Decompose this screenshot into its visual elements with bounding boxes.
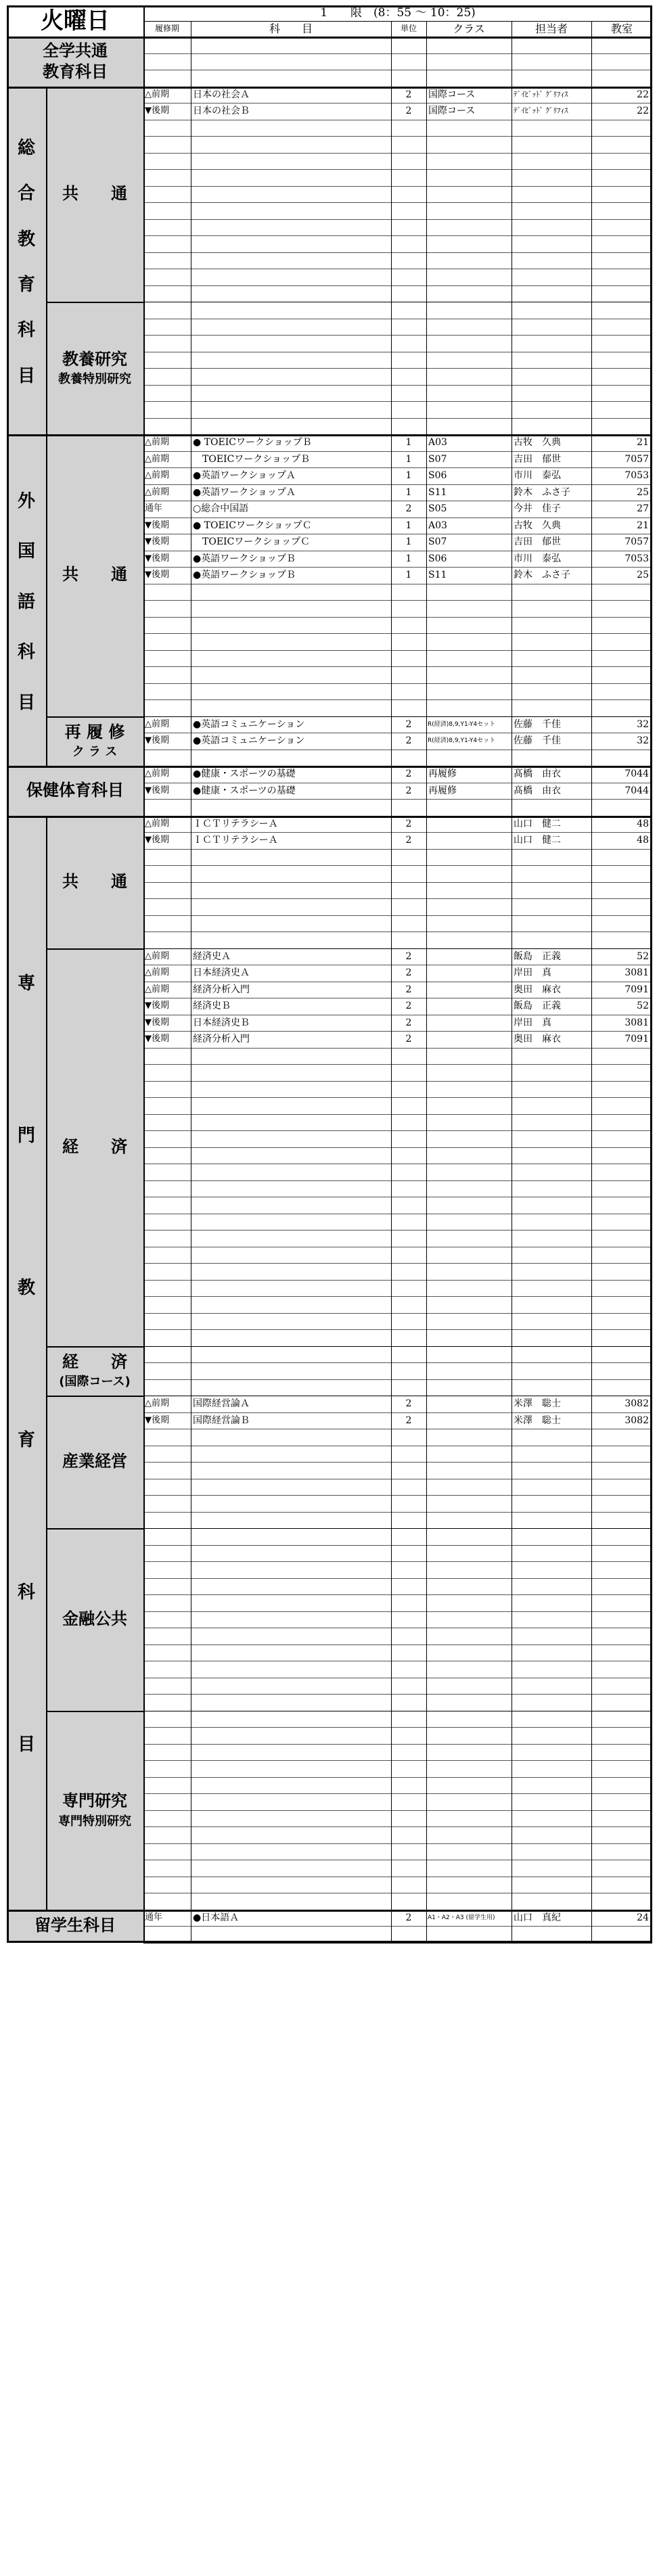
term-cell: ▼後期 xyxy=(145,106,169,116)
subject-cell: 日本経済史Ａ xyxy=(193,967,250,978)
section-label-char: 目 xyxy=(17,365,35,386)
room-cell: 32 xyxy=(637,718,649,730)
subsection-label: (国際コース) xyxy=(59,1375,131,1389)
room-cell: 7044 xyxy=(624,768,649,779)
subsection-label: ク ラ ス xyxy=(72,745,118,760)
section-label-char: 目 xyxy=(17,1734,35,1755)
subject-cell: ●英語ワークショップＢ xyxy=(193,553,296,564)
subsection-label: 金融公共 xyxy=(62,1609,127,1628)
credits-cell: 2 xyxy=(405,818,412,829)
subject-cell: TOEICワークショップＢ xyxy=(193,453,310,465)
room-cell: 25 xyxy=(637,486,649,498)
class-cell: R(経済)8,9,Y1-Y4セット xyxy=(428,720,496,728)
subsection-label: 共 通 xyxy=(62,565,127,584)
credits-cell: 2 xyxy=(405,503,412,514)
section-label-char: 教 xyxy=(17,229,35,250)
teacher-cell: 鈴木 ふさ子 xyxy=(514,570,570,580)
subsection-label: 再 履 修 xyxy=(64,722,125,741)
teacher-cell: 吉田 郁世 xyxy=(514,536,561,547)
term-cell: △前期 xyxy=(145,486,169,497)
credits-cell: 1 xyxy=(405,470,412,481)
subject-cell: ●健康・スポーツの基礎 xyxy=(193,785,296,796)
credits-cell: 2 xyxy=(405,1414,412,1426)
room-cell: 22 xyxy=(637,106,649,116)
term-cell: △前期 xyxy=(145,818,169,829)
section-label-char: 外 xyxy=(17,490,35,511)
subsection-label: 専門特別研究 xyxy=(58,1814,131,1828)
credits-cell: 2 xyxy=(405,967,412,978)
room-cell: 24 xyxy=(637,1912,649,1923)
term-cell: ▼後期 xyxy=(145,735,169,745)
subject-cell: ●英語ワークショップＢ xyxy=(193,570,296,580)
credits-cell: 2 xyxy=(405,950,412,962)
teacher-cell: 佐藤 千佳 xyxy=(514,718,561,730)
class-cell: S07 xyxy=(428,453,447,465)
room-cell: 32 xyxy=(637,735,649,746)
room-cell: 7044 xyxy=(624,785,649,796)
subject-cell: 日本の社会Ｂ xyxy=(193,106,250,116)
teacher-cell: 髙橋 由衣 xyxy=(514,768,561,779)
term-cell: 通年 xyxy=(145,503,163,513)
teacher-cell: 古牧 久典 xyxy=(514,520,561,531)
term-cell: △前期 xyxy=(145,453,169,464)
room-cell: 27 xyxy=(637,503,649,514)
subsection-label: 教養特別研究 xyxy=(58,372,131,387)
room-cell: 3081 xyxy=(624,1017,649,1028)
class-cell: A1・A2・A3 (留学生用) xyxy=(428,1914,495,1921)
credits-cell: 1 xyxy=(405,437,412,448)
section-label-char: 科 xyxy=(17,320,35,341)
class-cell: 国際コース xyxy=(428,106,476,116)
class-cell: S11 xyxy=(428,570,447,580)
teacher-cell: 山口 真紀 xyxy=(514,1912,561,1923)
teacher-cell: 吉田 郁世 xyxy=(514,453,561,465)
subject-cell: ＩＣＴリテラシーＡ xyxy=(193,818,278,829)
subject-cell: ＩＣＴリテラシーＡ xyxy=(193,835,278,846)
term-cell: △前期 xyxy=(145,718,169,729)
subject-cell: ● TOEICワークショップＣ xyxy=(193,520,312,531)
subsection-label: 経 済 xyxy=(62,1136,127,1156)
class-cell: A03 xyxy=(428,520,447,531)
subject-cell: TOEICワークショップＣ xyxy=(193,536,310,547)
section-label-char: 総 xyxy=(17,137,35,158)
subject-cell: ●英語コミュニケーション xyxy=(193,718,305,730)
term-cell: △前期 xyxy=(145,967,169,978)
room-cell: 3081 xyxy=(624,967,649,978)
section-label-line: 留学生科目 xyxy=(35,1916,116,1935)
term-cell: ▼後期 xyxy=(145,536,169,547)
room-cell: 48 xyxy=(637,818,649,829)
subject-cell: ●日本語Ａ xyxy=(193,1912,240,1923)
credits-cell: 2 xyxy=(405,785,412,796)
subject-cell: 日本の社会Ａ xyxy=(193,89,250,100)
teacher-cell: 米澤 聡士 xyxy=(514,1398,561,1409)
class-cell: S06 xyxy=(428,553,447,564)
term-cell: ▼後期 xyxy=(145,1017,169,1028)
section-label-line: 保健体育科目 xyxy=(26,781,124,800)
term-cell: 通年 xyxy=(145,1912,163,1923)
term-cell: ▼後期 xyxy=(145,553,169,564)
section-label-line: 全学共通 xyxy=(43,41,108,60)
section-label-char: 育 xyxy=(17,1429,35,1450)
credits-cell: 1 xyxy=(405,520,412,531)
credits-cell: 2 xyxy=(405,1398,412,1409)
credits-cell: 2 xyxy=(405,984,412,995)
term-cell: △前期 xyxy=(145,984,169,994)
room-cell: 21 xyxy=(637,520,649,531)
teacher-cell: 今井 佳子 xyxy=(514,503,561,514)
credits-cell: 2 xyxy=(405,1001,412,1011)
term-cell: △前期 xyxy=(145,768,169,779)
subsection-label: 共 通 xyxy=(62,183,127,203)
term-cell: ▼後期 xyxy=(145,1001,169,1011)
subject-cell: 日本経済史Ｂ xyxy=(193,1017,250,1028)
section-label-char: 育 xyxy=(17,274,35,295)
room-cell: 22 xyxy=(637,89,649,100)
subject-cell: ●英語コミュニケーション xyxy=(193,735,305,746)
teacher-cell: 髙橋 由衣 xyxy=(514,785,561,796)
credits-cell: 2 xyxy=(405,89,412,100)
term-cell: ▼後期 xyxy=(145,520,169,530)
term-cell: ▼後期 xyxy=(145,835,169,845)
term-cell: △前期 xyxy=(145,89,169,99)
room-cell: 52 xyxy=(637,950,649,962)
subject-cell: ●英語ワークショップＡ xyxy=(193,486,296,498)
table-frame xyxy=(7,5,652,1943)
teacher-cell: 岸田 真 xyxy=(514,967,551,978)
teacher-cell: 飯島 正義 xyxy=(514,950,561,962)
credits-cell: 1 xyxy=(405,536,412,547)
column-header: 担当者 xyxy=(535,22,568,35)
credits-cell: 2 xyxy=(405,718,412,730)
room-cell: 7057 xyxy=(624,536,649,547)
term-cell: ▼後期 xyxy=(145,570,169,580)
term-cell: △前期 xyxy=(145,437,169,447)
class-cell: S05 xyxy=(428,503,447,514)
term-cell: △前期 xyxy=(145,1398,169,1408)
column-header: クラス xyxy=(453,22,485,35)
column-header: 単位 xyxy=(400,24,417,33)
room-cell: 7053 xyxy=(624,470,649,481)
section-label-char: 教 xyxy=(17,1278,35,1299)
teacher-cell: 飯島 正義 xyxy=(514,1001,561,1011)
section-label-char: 科 xyxy=(17,642,35,662)
class-cell: S11 xyxy=(428,486,447,498)
term-cell: △前期 xyxy=(145,950,169,961)
credits-cell: 1 xyxy=(405,570,412,580)
subsection-label: 共 通 xyxy=(62,871,127,891)
subject-cell: 経済分析入門 xyxy=(193,984,250,995)
subject-cell: 経済分析入門 xyxy=(193,1034,250,1044)
room-cell: 7053 xyxy=(624,553,649,564)
section-label-char: 国 xyxy=(17,541,35,561)
credits-cell: 2 xyxy=(405,835,412,846)
credits-cell: 2 xyxy=(405,1912,412,1923)
room-cell: 25 xyxy=(637,570,649,580)
teacher-cell: ﾃﾞｲﾋﾞｯﾄﾞ ｸﾞﾘﾌｨｽ xyxy=(514,89,568,99)
class-cell: 再履修 xyxy=(428,768,457,779)
room-cell: 21 xyxy=(637,437,649,448)
teacher-cell: 古牧 久典 xyxy=(514,437,561,448)
room-cell: 52 xyxy=(637,1001,649,1011)
teacher-cell: 奥田 麻衣 xyxy=(514,984,561,995)
credits-cell: 2 xyxy=(405,1034,412,1044)
class-cell: R(経済)8,9,Y1-Y4セット xyxy=(428,737,496,744)
subject-cell: ●英語ワークショップＡ xyxy=(193,470,296,481)
term-cell: △前期 xyxy=(145,470,169,480)
teacher-cell: 山口 健二 xyxy=(514,818,561,829)
credits-cell: 2 xyxy=(405,768,412,779)
column-header: 履修期 xyxy=(154,24,179,33)
subject-cell: 国際経営論Ｂ xyxy=(193,1414,250,1426)
room-cell: 7091 xyxy=(624,1034,649,1044)
section-label-char: 合 xyxy=(17,183,35,204)
subsection-label: 産業経営 xyxy=(62,1452,127,1471)
section-label-char: 科 xyxy=(17,1582,35,1603)
period-header: 1 限 (8：55 ～ 10：25) xyxy=(320,6,476,20)
class-cell: S07 xyxy=(428,536,447,547)
teacher-cell: 山口 健二 xyxy=(514,835,561,846)
section-label-char: 目 xyxy=(17,692,35,713)
teacher-cell: 米澤 聡士 xyxy=(514,1414,561,1426)
column-header: 教室 xyxy=(610,22,633,35)
subsection-label: 教養研究 xyxy=(62,349,127,369)
subsection-label: 専門研究 xyxy=(62,1791,127,1811)
term-cell: ▼後期 xyxy=(145,1034,169,1044)
credits-cell: 1 xyxy=(405,453,412,465)
subject-cell: ● TOEICワークショップＢ xyxy=(193,437,312,448)
class-cell: S06 xyxy=(428,470,447,481)
column-header: 科 目 xyxy=(269,22,313,35)
subject-cell: ●健康・スポーツの基礎 xyxy=(193,768,296,779)
term-cell: ▼後期 xyxy=(145,785,169,796)
teacher-cell: 市川 泰弘 xyxy=(514,553,561,564)
section-label-char: 語 xyxy=(17,591,35,612)
subject-cell: 国際経営論Ａ xyxy=(193,1398,250,1409)
section-label-char: 専 xyxy=(17,973,35,994)
teacher-cell: 佐藤 千佳 xyxy=(514,735,561,746)
room-cell: 3082 xyxy=(624,1414,649,1426)
teacher-cell: ﾃﾞｲﾋﾞｯﾄﾞ ｸﾞﾘﾌｨｽ xyxy=(514,106,568,115)
section-label-char: 門 xyxy=(17,1126,35,1147)
credits-cell: 1 xyxy=(405,553,412,564)
class-cell: 再履修 xyxy=(428,785,457,796)
credits-cell: 2 xyxy=(405,735,412,746)
section-label-line: 教育科目 xyxy=(43,62,108,81)
teacher-cell: 岸田 真 xyxy=(514,1017,551,1028)
teacher-cell: 市川 泰弘 xyxy=(514,470,561,481)
teacher-cell: 鈴木 ふさ子 xyxy=(514,486,570,498)
subject-cell: 経済史Ａ xyxy=(193,950,231,962)
room-cell: 48 xyxy=(637,835,649,846)
credits-cell: 2 xyxy=(405,1017,412,1028)
term-cell: ▼後期 xyxy=(145,1414,169,1425)
day-title: 火曜日 xyxy=(41,7,110,34)
credits-cell: 1 xyxy=(405,486,412,498)
class-cell: 国際コース xyxy=(428,89,476,100)
subject-cell: ○総合中国語 xyxy=(193,503,249,514)
room-cell: 3082 xyxy=(624,1398,649,1409)
subject-cell: 経済史Ｂ xyxy=(193,1001,231,1011)
teacher-cell: 奥田 麻衣 xyxy=(514,1034,561,1044)
room-cell: 7057 xyxy=(624,453,649,465)
subsection-label: 経 済 xyxy=(62,1352,127,1371)
class-cell: A03 xyxy=(428,437,447,448)
credits-cell: 2 xyxy=(405,106,412,116)
room-cell: 7091 xyxy=(624,984,649,995)
